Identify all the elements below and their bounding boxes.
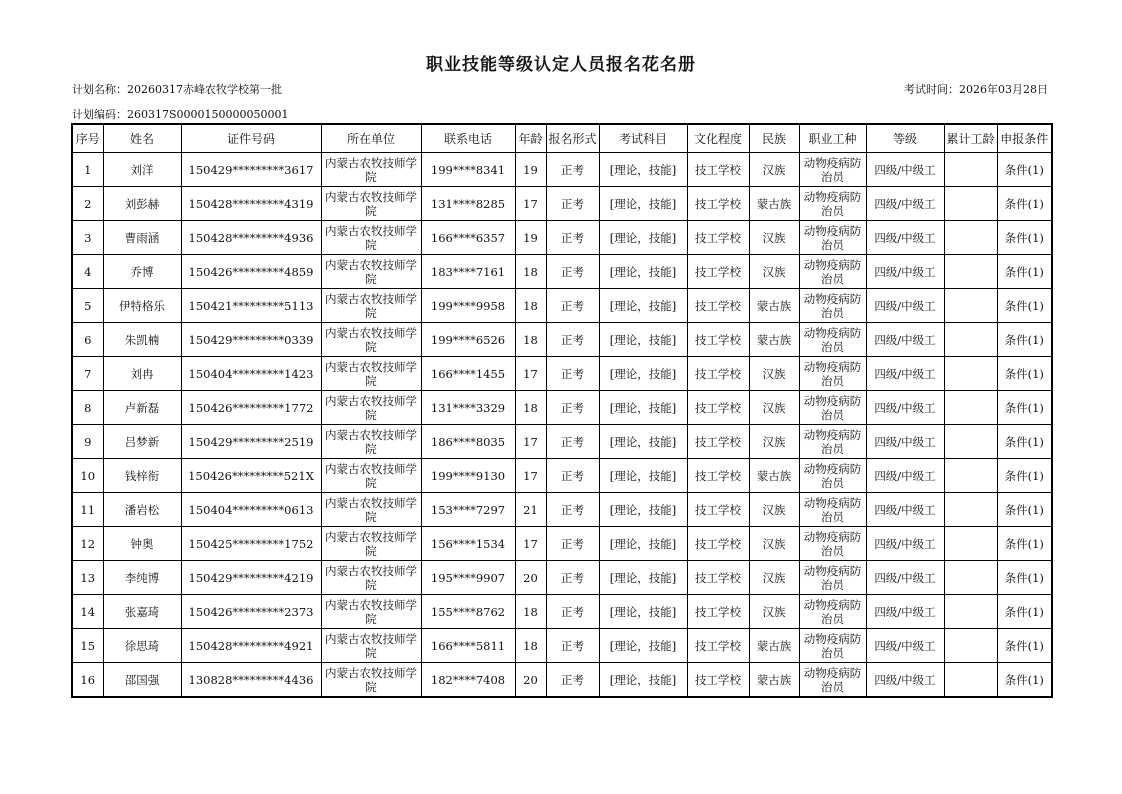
cell-education: 技工学校 [687, 323, 749, 357]
cell-reg-form: 正考 [546, 391, 599, 425]
cell-ethnicity: 蒙古族 [749, 629, 799, 663]
table-row [72, 221, 1052, 255]
cell-phone: 199****6526 [421, 323, 515, 357]
cell-id-number: 150425*********1752 [181, 527, 321, 561]
cell-age: 17 [515, 459, 546, 493]
cell-seniority [944, 153, 997, 187]
cell-ethnicity: 汉族 [749, 357, 799, 391]
cell-condition: 条件(1) [997, 187, 1052, 221]
cell-seniority [944, 493, 997, 527]
cell-subjects: [理论，技能] [599, 629, 687, 663]
cell-occupation: 动物疫病防治员 [799, 663, 866, 698]
cell-name: 徐思琦 [103, 629, 181, 663]
cell-seq: 11 [72, 493, 103, 527]
cell-phone: 166****5811 [421, 629, 515, 663]
cell-phone: 155****8762 [421, 595, 515, 629]
cell-age: 19 [515, 221, 546, 255]
cell-reg-form: 正考 [546, 323, 599, 357]
cell-unit: 内蒙古农牧技师学院 [321, 629, 421, 663]
table-row [72, 357, 1052, 391]
cell-ethnicity: 蒙古族 [749, 323, 799, 357]
cell-reg-form: 正考 [546, 425, 599, 459]
cell-education: 技工学校 [687, 493, 749, 527]
cell-subjects: [理论，技能] [599, 391, 687, 425]
table-row [72, 493, 1052, 527]
cell-unit: 内蒙古农牧技师学院 [321, 391, 421, 425]
cell-id-number: 150426*********2373 [181, 595, 321, 629]
cell-occupation: 动物疫病防治员 [799, 187, 866, 221]
cell-age: 17 [515, 187, 546, 221]
header-col-name: 姓名 [103, 124, 181, 153]
cell-seq: 16 [72, 663, 103, 698]
cell-level: 四级/中级工 [866, 629, 944, 663]
cell-age: 18 [515, 391, 546, 425]
table-row [72, 459, 1052, 493]
cell-id-number: 150421*********5113 [181, 289, 321, 323]
cell-subjects: [理论，技能] [599, 459, 687, 493]
cell-id-number: 150429*********2519 [181, 425, 321, 459]
cell-name: 邵国强 [103, 663, 181, 698]
cell-occupation: 动物疫病防治员 [799, 221, 866, 255]
cell-condition: 条件(1) [997, 323, 1052, 357]
cell-ethnicity: 汉族 [749, 153, 799, 187]
registration-table [71, 123, 1053, 698]
cell-age: 18 [515, 289, 546, 323]
cell-reg-form: 正考 [546, 663, 599, 698]
cell-occupation: 动物疫病防治员 [799, 425, 866, 459]
cell-seq: 9 [72, 425, 103, 459]
cell-education: 技工学校 [687, 629, 749, 663]
cell-age: 20 [515, 561, 546, 595]
cell-seq: 6 [72, 323, 103, 357]
cell-unit: 内蒙古农牧技师学院 [321, 323, 421, 357]
cell-condition: 条件(1) [997, 629, 1052, 663]
cell-condition: 条件(1) [997, 357, 1052, 391]
cell-phone: 166****6357 [421, 221, 515, 255]
cell-occupation: 动物疫病防治员 [799, 255, 866, 289]
cell-ethnicity: 蒙古族 [749, 459, 799, 493]
table-row [72, 595, 1052, 629]
cell-subjects: [理论，技能] [599, 323, 687, 357]
cell-reg-form: 正考 [546, 187, 599, 221]
cell-occupation: 动物疫病防治员 [799, 357, 866, 391]
cell-name: 刘冉 [103, 357, 181, 391]
cell-unit: 内蒙古农牧技师学院 [321, 357, 421, 391]
cell-seniority [944, 527, 997, 561]
cell-subjects: [理论，技能] [599, 595, 687, 629]
cell-education: 技工学校 [687, 595, 749, 629]
cell-unit: 内蒙古农牧技师学院 [321, 255, 421, 289]
cell-level: 四级/中级工 [866, 153, 944, 187]
cell-level: 四级/中级工 [866, 459, 944, 493]
header-col-id-number: 证件号码 [181, 124, 321, 153]
cell-unit: 内蒙古农牧技师学院 [321, 425, 421, 459]
cell-name: 刘洋 [103, 153, 181, 187]
cell-condition: 条件(1) [997, 391, 1052, 425]
cell-phone: 182****7408 [421, 663, 515, 698]
header-col-level: 等级 [866, 124, 944, 153]
cell-unit: 内蒙古农牧技师学院 [321, 221, 421, 255]
cell-education: 技工学校 [687, 221, 749, 255]
cell-unit: 内蒙古农牧技师学院 [321, 289, 421, 323]
cell-seniority [944, 357, 997, 391]
cell-age: 17 [515, 357, 546, 391]
cell-subjects: [理论，技能] [599, 255, 687, 289]
cell-occupation: 动物疫病防治员 [799, 493, 866, 527]
cell-id-number: 150426*********4859 [181, 255, 321, 289]
cell-phone: 199****9130 [421, 459, 515, 493]
cell-reg-form: 正考 [546, 493, 599, 527]
cell-unit: 内蒙古农牧技师学院 [321, 459, 421, 493]
cell-seq: 2 [72, 187, 103, 221]
cell-phone: 186****8035 [421, 425, 515, 459]
cell-id-number: 150429*********0339 [181, 323, 321, 357]
cell-age: 18 [515, 629, 546, 663]
cell-reg-form: 正考 [546, 459, 599, 493]
cell-unit: 内蒙古农牧技师学院 [321, 153, 421, 187]
cell-phone: 199****9958 [421, 289, 515, 323]
cell-phone: 166****1455 [421, 357, 515, 391]
cell-occupation: 动物疫病防治员 [799, 391, 866, 425]
cell-id-number: 150429*********3617 [181, 153, 321, 187]
cell-ethnicity: 蒙古族 [749, 289, 799, 323]
cell-education: 技工学校 [687, 663, 749, 698]
cell-condition: 条件(1) [997, 425, 1052, 459]
table-row [72, 663, 1052, 698]
cell-age: 18 [515, 255, 546, 289]
cell-unit: 内蒙古农牧技师学院 [321, 493, 421, 527]
cell-name: 朱凯楠 [103, 323, 181, 357]
cell-level: 四级/中级工 [866, 595, 944, 629]
header-col-occupation: 职业工种 [799, 124, 866, 153]
cell-phone: 183****7161 [421, 255, 515, 289]
table-body [72, 153, 1052, 698]
cell-id-number: 150426*********521X [181, 459, 321, 493]
cell-subjects: [理论，技能] [599, 493, 687, 527]
table-row [72, 187, 1052, 221]
cell-id-number: 150404*********0613 [181, 493, 321, 527]
cell-seniority [944, 629, 997, 663]
cell-occupation: 动物疫病防治员 [799, 459, 866, 493]
header-col-education: 文化程度 [687, 124, 749, 153]
cell-name: 钟奥 [103, 527, 181, 561]
cell-unit: 内蒙古农牧技师学院 [321, 527, 421, 561]
cell-phone: 199****8341 [421, 153, 515, 187]
cell-level: 四级/中级工 [866, 289, 944, 323]
cell-seq: 1 [72, 153, 103, 187]
cell-seq: 15 [72, 629, 103, 663]
cell-reg-form: 正考 [546, 561, 599, 595]
header-col-phone: 联系电话 [421, 124, 515, 153]
cell-name: 张嘉琦 [103, 595, 181, 629]
cell-condition: 条件(1) [997, 221, 1052, 255]
cell-level: 四级/中级工 [866, 493, 944, 527]
cell-name: 卢新磊 [103, 391, 181, 425]
cell-seniority [944, 595, 997, 629]
cell-seq: 3 [72, 221, 103, 255]
cell-age: 17 [515, 527, 546, 561]
cell-education: 技工学校 [687, 527, 749, 561]
exam-time: 考试时间：2026年03月28日 [904, 83, 1048, 96]
cell-unit: 内蒙古农牧技师学院 [321, 561, 421, 595]
cell-subjects: [理论，技能] [599, 561, 687, 595]
cell-seniority [944, 255, 997, 289]
cell-name: 李纯博 [103, 561, 181, 595]
cell-reg-form: 正考 [546, 255, 599, 289]
cell-occupation: 动物疫病防治员 [799, 629, 866, 663]
cell-level: 四级/中级工 [866, 323, 944, 357]
cell-phone: 131****3329 [421, 391, 515, 425]
table-row [72, 391, 1052, 425]
cell-ethnicity: 蒙古族 [749, 663, 799, 698]
cell-education: 技工学校 [687, 561, 749, 595]
cell-age: 21 [515, 493, 546, 527]
cell-phone: 195****9907 [421, 561, 515, 595]
cell-condition: 条件(1) [997, 459, 1052, 493]
cell-ethnicity: 汉族 [749, 391, 799, 425]
plan-code: 计划编码：260317S0000150000050001 [72, 108, 289, 121]
table-row [72, 629, 1052, 663]
cell-seniority [944, 323, 997, 357]
table-row [72, 153, 1052, 187]
cell-level: 四级/中级工 [866, 527, 944, 561]
cell-reg-form: 正考 [546, 221, 599, 255]
cell-id-number: 150404*********1423 [181, 357, 321, 391]
cell-subjects: [理论，技能] [599, 221, 687, 255]
cell-condition: 条件(1) [997, 289, 1052, 323]
cell-level: 四级/中级工 [866, 425, 944, 459]
cell-education: 技工学校 [687, 289, 749, 323]
plan-name: 计划名称：20260317赤峰农牧学校第一批 [72, 83, 282, 96]
table-row [72, 425, 1052, 459]
cell-occupation: 动物疫病防治员 [799, 323, 866, 357]
cell-level: 四级/中级工 [866, 391, 944, 425]
cell-phone: 156****1534 [421, 527, 515, 561]
table-row [72, 289, 1052, 323]
cell-subjects: [理论，技能] [599, 663, 687, 698]
cell-education: 技工学校 [687, 255, 749, 289]
cell-condition: 条件(1) [997, 663, 1052, 698]
cell-reg-form: 正考 [546, 153, 599, 187]
cell-ethnicity: 汉族 [749, 221, 799, 255]
cell-education: 技工学校 [687, 425, 749, 459]
cell-age: 17 [515, 425, 546, 459]
table-row [72, 323, 1052, 357]
cell-unit: 内蒙古农牧技师学院 [321, 187, 421, 221]
cell-seq: 8 [72, 391, 103, 425]
cell-reg-form: 正考 [546, 289, 599, 323]
cell-id-number: 150428*********4921 [181, 629, 321, 663]
cell-ethnicity: 汉族 [749, 595, 799, 629]
cell-condition: 条件(1) [997, 255, 1052, 289]
cell-condition: 条件(1) [997, 527, 1052, 561]
header-col-condition: 申报条件 [997, 124, 1052, 153]
cell-name: 钱梓衔 [103, 459, 181, 493]
cell-ethnicity: 汉族 [749, 527, 799, 561]
cell-education: 技工学校 [687, 153, 749, 187]
cell-subjects: [理论，技能] [599, 357, 687, 391]
cell-level: 四级/中级工 [866, 357, 944, 391]
cell-education: 技工学校 [687, 391, 749, 425]
cell-reg-form: 正考 [546, 357, 599, 391]
cell-ethnicity: 蒙古族 [749, 187, 799, 221]
header-col-ethnicity: 民族 [749, 124, 799, 153]
table-row [72, 255, 1052, 289]
cell-condition: 条件(1) [997, 561, 1052, 595]
header-col-reg-form: 报名形式 [546, 124, 599, 153]
header-col-seniority: 累计工龄 [944, 124, 997, 153]
cell-level: 四级/中级工 [866, 255, 944, 289]
cell-seq: 5 [72, 289, 103, 323]
cell-ethnicity: 汉族 [749, 493, 799, 527]
cell-occupation: 动物疫病防治员 [799, 153, 866, 187]
cell-seniority [944, 187, 997, 221]
header-col-subjects: 考试科目 [599, 124, 687, 153]
cell-name: 曹雨涵 [103, 221, 181, 255]
header-col-unit: 所在单位 [321, 124, 421, 153]
cell-subjects: [理论，技能] [599, 289, 687, 323]
cell-level: 四级/中级工 [866, 561, 944, 595]
cell-condition: 条件(1) [997, 493, 1052, 527]
cell-occupation: 动物疫病防治员 [799, 289, 866, 323]
header-row [72, 124, 1052, 153]
cell-occupation: 动物疫病防治员 [799, 527, 866, 561]
cell-age: 19 [515, 153, 546, 187]
cell-age: 20 [515, 663, 546, 698]
cell-seq: 7 [72, 357, 103, 391]
cell-seniority [944, 425, 997, 459]
cell-age: 18 [515, 595, 546, 629]
cell-name: 乔博 [103, 255, 181, 289]
cell-seniority [944, 289, 997, 323]
cell-subjects: [理论，技能] [599, 527, 687, 561]
cell-id-number: 150429*********4219 [181, 561, 321, 595]
cell-education: 技工学校 [687, 459, 749, 493]
cell-unit: 内蒙古农牧技师学院 [321, 595, 421, 629]
cell-id-number: 150428*********4936 [181, 221, 321, 255]
cell-education: 技工学校 [687, 187, 749, 221]
cell-age: 18 [515, 323, 546, 357]
document-title: 职业技能等级认定人员报名花名册 [426, 55, 696, 75]
header-col-age: 年龄 [515, 124, 546, 153]
cell-occupation: 动物疫病防治员 [799, 595, 866, 629]
cell-name: 刘彭赫 [103, 187, 181, 221]
cell-reg-form: 正考 [546, 527, 599, 561]
table-row [72, 561, 1052, 595]
cell-seq: 14 [72, 595, 103, 629]
cell-phone: 153****7297 [421, 493, 515, 527]
cell-seniority [944, 663, 997, 698]
cell-subjects: [理论，技能] [599, 153, 687, 187]
cell-id-number: 130828*********4436 [181, 663, 321, 698]
cell-ethnicity: 汉族 [749, 425, 799, 459]
cell-condition: 条件(1) [997, 595, 1052, 629]
cell-id-number: 150426*********1772 [181, 391, 321, 425]
cell-name: 吕梦新 [103, 425, 181, 459]
cell-seq: 13 [72, 561, 103, 595]
cell-id-number: 150428*********4319 [181, 187, 321, 221]
cell-level: 四级/中级工 [866, 187, 944, 221]
cell-level: 四级/中级工 [866, 663, 944, 698]
cell-unit: 内蒙古农牧技师学院 [321, 663, 421, 698]
cell-condition: 条件(1) [997, 153, 1052, 187]
cell-subjects: [理论，技能] [599, 425, 687, 459]
cell-seq: 12 [72, 527, 103, 561]
cell-subjects: [理论，技能] [599, 187, 687, 221]
cell-reg-form: 正考 [546, 595, 599, 629]
cell-ethnicity: 汉族 [749, 561, 799, 595]
cell-name: 潘岩松 [103, 493, 181, 527]
cell-reg-form: 正考 [546, 629, 599, 663]
cell-seniority [944, 561, 997, 595]
table-row [72, 527, 1052, 561]
cell-education: 技工学校 [687, 357, 749, 391]
cell-seniority [944, 391, 997, 425]
cell-seniority [944, 459, 997, 493]
cell-name: 伊特格乐 [103, 289, 181, 323]
cell-ethnicity: 汉族 [749, 255, 799, 289]
cell-phone: 131****8285 [421, 187, 515, 221]
cell-seq: 10 [72, 459, 103, 493]
cell-seq: 4 [72, 255, 103, 289]
cell-seniority [944, 221, 997, 255]
cell-occupation: 动物疫病防治员 [799, 561, 866, 595]
header-col-seq: 序号 [72, 124, 103, 153]
cell-level: 四级/中级工 [866, 221, 944, 255]
